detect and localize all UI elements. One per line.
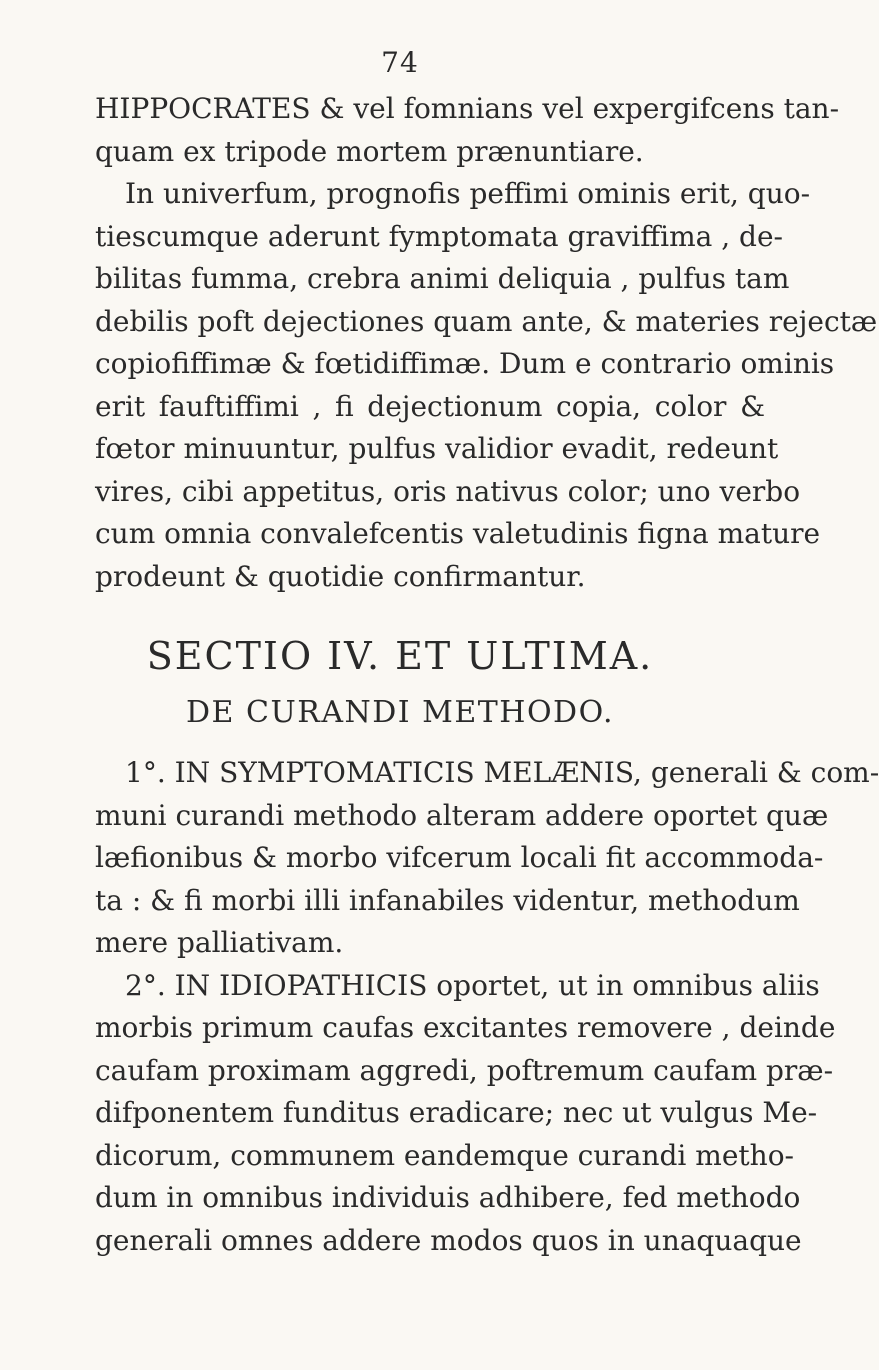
- text-line: caufam proximam aggredi, poftremum caufam præ-: [95, 1053, 834, 1087]
- text-line: 1°. IN SYMPTOMATICIS MELÆNIS, generali & com-: [125, 756, 879, 789]
- paragraph-top: [95, 88, 878, 598]
- text-line: difponentem funditus eradicare; nec ut vulgus Me-: [95, 1096, 818, 1129]
- page-number: 74: [381, 46, 419, 79]
- text-line: HIPPOCRATES & vel fomnians vel expergifcens tan-: [95, 92, 840, 125]
- text-line: mere palliativam.: [95, 926, 344, 959]
- text-line: erit fauftiffimi , fi dejectionum copia, color &: [95, 389, 765, 423]
- text-line: 2°. IN IDIOPATHICIS oportet, ut in omnibus aliis: [125, 968, 820, 1002]
- paragraph-bottom: [95, 752, 879, 1262]
- text-line: fœtor minuuntur, pulfus validior evadit, redeunt: [95, 432, 779, 465]
- text-line: prodeunt & quotidie confirmantur.: [95, 559, 586, 593]
- text-line: ta : & fi morbi illi infanabiles videntur, methodum: [95, 883, 800, 917]
- text-line: tiescumque aderunt fymptomata graviffima , de-: [95, 219, 784, 253]
- text-line: muni curandi methodo alteram addere oportet quæ: [95, 798, 829, 832]
- text-line: debilis poft dejectiones quam ante, & materies rejectæ: [95, 304, 878, 338]
- text-line: dum in omnibus individuis adhibere, fed methodo: [95, 1181, 801, 1214]
- text-line: cum omnia convalefcentis valetudinis figna mature: [95, 517, 821, 550]
- text-line: In univerfum, prognofis peffimi ominis erit, quo-: [125, 177, 811, 210]
- section-subheading: DE CURANDI METHODO.: [186, 695, 614, 730]
- text-line: læfionibus & morbo vifcerum locali fit accommoda-: [95, 841, 824, 874]
- section-heading: SECTIO IV. ET ULTIMA.: [146, 634, 654, 678]
- text-line: vires, cibi appetitus, oris nativus color; uno verbo: [95, 474, 801, 508]
- text-line: quam ex tripode mortem prænuntiare.: [95, 134, 644, 168]
- text-line: dicorum, communem eandemque curandi metho-: [95, 1138, 795, 1172]
- text-line: generali omnes addere modos quos in unaquaque: [95, 1223, 802, 1257]
- text-line: copiofiffimæ & fœtidiffimæ. Dum e contrario ominis: [95, 347, 835, 380]
- text-line: morbis primum caufas excitantes removere , deinde: [95, 1011, 836, 1044]
- text-line: bilitas fumma, crebra animi deliquia , pulfus tam: [95, 262, 790, 295]
